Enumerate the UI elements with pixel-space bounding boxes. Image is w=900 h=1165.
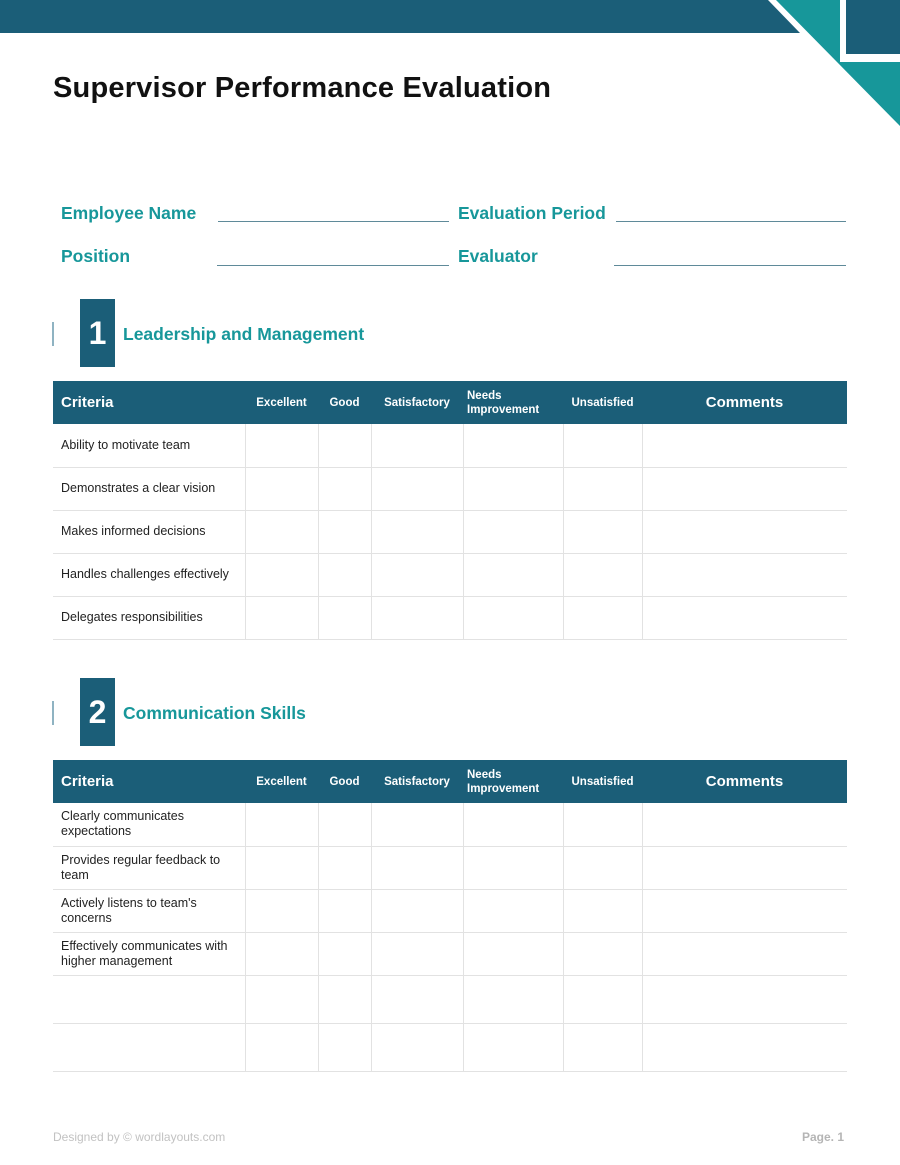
rating-satisfactory-cell[interactable] — [371, 1023, 463, 1071]
rating-good-cell[interactable] — [318, 932, 371, 975]
criteria-cell: Clearly communicates expectations — [53, 803, 245, 846]
table-row — [53, 803, 847, 846]
rating-excellent-cell[interactable] — [245, 975, 318, 1023]
rating-excellent-cell[interactable] — [245, 1023, 318, 1071]
criteria-cell: Handles challenges effectively — [53, 553, 245, 596]
section-marker-bar — [52, 322, 54, 346]
rating-unsatisfied-cell[interactable] — [563, 424, 642, 467]
employee-name-field[interactable] — [218, 221, 449, 222]
page-title: Supervisor Performance Evaluation — [53, 72, 552, 104]
header-criteria: Criteria — [53, 381, 245, 424]
criteria-cell: Actively listens to team's concerns — [53, 889, 245, 932]
evaluation-period-label: Evaluation Period — [458, 203, 606, 223]
rating-good-cell[interactable] — [318, 510, 371, 553]
evaluator-label: Evaluator — [458, 246, 538, 266]
rating-needs-improvement-cell[interactable] — [463, 510, 563, 553]
header-banner — [0, 0, 800, 33]
rating-excellent-cell[interactable] — [245, 889, 318, 932]
table-row-empty — [53, 975, 847, 1023]
section-number-badge: 1 — [80, 299, 115, 367]
corner-navy-square — [846, 0, 900, 54]
criteria-cell[interactable] — [53, 1023, 245, 1071]
comments-cell[interactable] — [642, 467, 847, 510]
rating-unsatisfied-cell[interactable] — [563, 846, 642, 889]
rating-unsatisfied-cell[interactable] — [563, 467, 642, 510]
header-decoration — [0, 0, 900, 130]
criteria-cell: Makes informed decisions — [53, 510, 245, 553]
rating-unsatisfied-cell[interactable] — [563, 975, 642, 1023]
rating-needs-improvement-cell[interactable] — [463, 467, 563, 510]
comments-cell[interactable] — [642, 932, 847, 975]
rating-needs-improvement-cell[interactable] — [463, 553, 563, 596]
header-satisfactory: Satisfactory — [371, 381, 463, 424]
header-excellent: Excellent — [245, 760, 318, 803]
rating-good-cell[interactable] — [318, 424, 371, 467]
rating-good-cell[interactable] — [318, 596, 371, 639]
rating-satisfactory-cell[interactable] — [371, 510, 463, 553]
rating-needs-improvement-cell[interactable] — [463, 846, 563, 889]
rating-satisfactory-cell[interactable] — [371, 553, 463, 596]
table-row — [53, 553, 847, 596]
section-title: Communication Skills — [123, 703, 306, 723]
rating-unsatisfied-cell[interactable] — [563, 889, 642, 932]
position-field[interactable] — [217, 265, 449, 266]
comments-cell[interactable] — [642, 803, 847, 846]
rating-good-cell[interactable] — [318, 467, 371, 510]
criteria-cell[interactable] — [53, 975, 245, 1023]
rating-satisfactory-cell[interactable] — [371, 803, 463, 846]
header-comments: Comments — [642, 381, 847, 424]
criteria-cell: Effectively communicates with higher management — [53, 932, 245, 975]
comments-cell[interactable] — [642, 975, 847, 1023]
header-unsatisfied: Unsatisfied — [563, 381, 642, 424]
header-good: Good — [318, 381, 371, 424]
rating-unsatisfied-cell[interactable] — [563, 1023, 642, 1071]
footer-credit: Designed by © wordlayouts.com — [53, 1130, 226, 1144]
rating-good-cell[interactable] — [318, 803, 371, 846]
section-number-badge: 2 — [80, 678, 115, 746]
rating-excellent-cell[interactable] — [245, 846, 318, 889]
criteria-cell: Provides regular feedback to team — [53, 846, 245, 889]
header-needs-improvement: Needs Improvement — [463, 381, 563, 424]
rating-satisfactory-cell[interactable] — [371, 889, 463, 932]
rating-needs-improvement-cell[interactable] — [463, 803, 563, 846]
header-satisfactory: Satisfactory — [371, 760, 463, 803]
criteria-cell: Ability to motivate team — [53, 424, 245, 467]
comments-cell[interactable] — [642, 889, 847, 932]
table-row — [53, 467, 847, 510]
position-label: Position — [61, 246, 131, 266]
rating-needs-improvement-cell[interactable] — [463, 424, 563, 467]
rating-excellent-cell[interactable] — [245, 424, 318, 467]
employee-name-label: Employee Name — [61, 203, 197, 223]
header-good: Good — [318, 760, 371, 803]
rating-needs-improvement-cell[interactable] — [463, 975, 563, 1023]
comments-cell[interactable] — [642, 510, 847, 553]
rating-needs-improvement-cell[interactable] — [463, 889, 563, 932]
rating-needs-improvement-cell[interactable] — [463, 1023, 563, 1071]
rating-excellent-cell[interactable] — [245, 467, 318, 510]
rating-satisfactory-cell[interactable] — [371, 932, 463, 975]
header-needs-improvement: Needs Improvement — [463, 760, 563, 803]
rating-good-cell[interactable] — [318, 889, 371, 932]
comments-cell[interactable] — [642, 596, 847, 639]
comments-cell[interactable] — [642, 846, 847, 889]
rating-excellent-cell[interactable] — [245, 510, 318, 553]
rating-unsatisfied-cell[interactable] — [563, 932, 642, 975]
header-excellent: Excellent — [245, 381, 318, 424]
comments-cell[interactable] — [642, 1023, 847, 1071]
table-row — [53, 596, 847, 639]
rating-needs-improvement-cell[interactable] — [463, 596, 563, 639]
table-row — [53, 424, 847, 467]
criteria-cell: Delegates responsibilities — [53, 596, 245, 639]
page-number: Page. 1 — [801, 1130, 844, 1144]
table-row-empty — [53, 1023, 847, 1071]
rating-good-cell[interactable] — [318, 1023, 371, 1071]
section-title: Leadership and Management — [123, 324, 365, 344]
table-row — [53, 889, 847, 932]
table-header-row — [53, 760, 847, 803]
rating-satisfactory-cell[interactable] — [371, 596, 463, 639]
criteria-cell: Demonstrates a clear vision — [53, 467, 245, 510]
rating-satisfactory-cell[interactable] — [371, 467, 463, 510]
evaluation-table-communication — [53, 760, 847, 1072]
rating-satisfactory-cell[interactable] — [371, 846, 463, 889]
evaluation-table-leadership — [53, 381, 847, 640]
section-marker-bar — [52, 701, 54, 725]
header-comments: Comments — [642, 760, 847, 803]
table-row — [53, 846, 847, 889]
rating-satisfactory-cell[interactable] — [371, 975, 463, 1023]
rating-excellent-cell[interactable] — [245, 553, 318, 596]
rating-good-cell[interactable] — [318, 975, 371, 1023]
rating-good-cell[interactable] — [318, 846, 371, 889]
rating-excellent-cell[interactable] — [245, 803, 318, 846]
table-row — [53, 932, 847, 975]
rating-unsatisfied-cell[interactable] — [563, 510, 642, 553]
header-unsatisfied: Unsatisfied — [563, 760, 642, 803]
comments-cell[interactable] — [642, 424, 847, 467]
rating-excellent-cell[interactable] — [245, 932, 318, 975]
rating-satisfactory-cell[interactable] — [371, 424, 463, 467]
table-header-row — [53, 381, 847, 424]
table-row — [53, 510, 847, 553]
rating-unsatisfied-cell[interactable] — [563, 553, 642, 596]
rating-excellent-cell[interactable] — [245, 596, 318, 639]
evaluator-field[interactable] — [614, 265, 846, 266]
rating-needs-improvement-cell[interactable] — [463, 932, 563, 975]
rating-unsatisfied-cell[interactable] — [563, 803, 642, 846]
evaluation-period-field[interactable] — [616, 221, 846, 222]
rating-unsatisfied-cell[interactable] — [563, 596, 642, 639]
comments-cell[interactable] — [642, 553, 847, 596]
header-criteria: Criteria — [53, 760, 245, 803]
rating-good-cell[interactable] — [318, 553, 371, 596]
